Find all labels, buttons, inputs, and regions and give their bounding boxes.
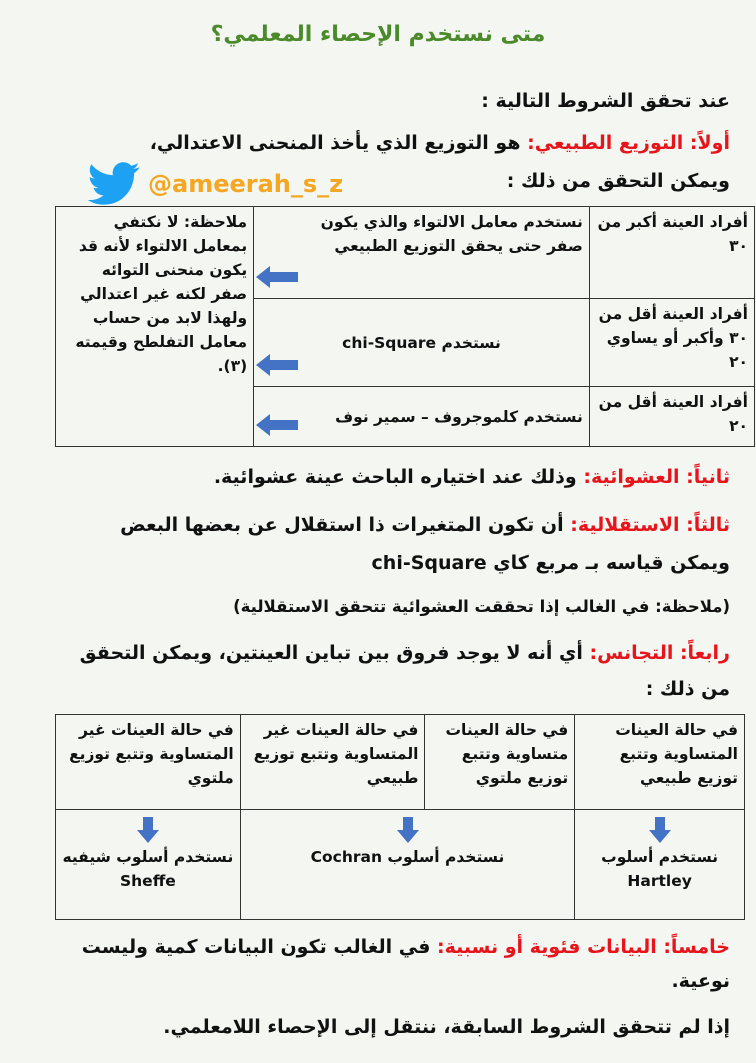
normality-table <box>55 206 755 447</box>
third-heading: ثالثاً: الاستقلالية: <box>570 514 730 536</box>
method-text: نستخدم معامل الالتواء والذي يكون صفر حتى يحقق التوزيع الطبيعي <box>320 213 583 255</box>
condition-cell: أفراد العينة أقل من ٢٠ <box>589 387 754 447</box>
arrow-down-icon <box>397 817 419 843</box>
arrow-left-icon <box>256 414 298 436</box>
first-condition <box>20 128 730 158</box>
twitter-handle: @ameerah_s_z <box>148 170 344 198</box>
fifth-text: في الغالب تكون البيانات كمية وليست <box>81 936 438 958</box>
arrow-left-icon <box>256 266 298 288</box>
fourth-heading: رابعاً: التجانس: <box>589 642 730 664</box>
method-cell <box>254 387 590 447</box>
condition-cell: أفراد العينة أكبر من ٣٠ <box>589 207 754 299</box>
method-text: نستخدم أسلوب Hartley <box>601 848 719 890</box>
method-cell <box>254 207 590 299</box>
second-text: وذلك عند اختياره الباحث عينة عشوائية. <box>213 466 584 488</box>
first-text-2: ويمكن التحقق من ذلك : <box>506 170 730 192</box>
method-cell <box>240 810 575 920</box>
method-cell <box>56 810 241 920</box>
fourth-text-2: من ذلك : <box>645 678 730 700</box>
case-cell: في حالة العينات غير المتساوية وتتبع توزيع طبيعي <box>240 715 425 810</box>
intro-text: عند تحقق الشروط التالية : <box>481 90 730 112</box>
fifth-heading: خامساً: البيانات فئوية أو نسبية: <box>437 936 730 958</box>
page-title: متى نستخدم الإحصاء المعلمي؟ <box>210 22 546 47</box>
third-note: (ملاحظة: في الغالب إذا تحققت العشوائية تتحقق الاستقلالية) <box>233 597 730 616</box>
arrow-down-icon <box>649 817 671 843</box>
case-cell: في حالة العينات المتساوية وتتبع توزيع طبيعي <box>575 715 745 810</box>
first-heading: أولاً: التوزيع الطبيعي: <box>527 132 730 154</box>
method-text: نستخدم كلموجروف – سمير نوف <box>335 407 583 426</box>
table-row <box>56 207 755 299</box>
twitter-watermark <box>86 162 343 206</box>
third-text-2: ويمكن قياسه بـ مربع كاي chi-Square <box>371 552 730 574</box>
third-text: أن تكون المتغيرات ذا استقلال عن بعضها البعض <box>120 514 571 536</box>
method-text: نستخدم chi-Square <box>342 333 501 352</box>
first-text: هو التوزيع الذي يأخذ المنحنى الاعتدالي، <box>149 132 528 154</box>
case-cell: في حالة العينات غير المتساوية وتتبع توزيع ملتوي <box>56 715 241 810</box>
fourth-text: أي أنه لا يوجد فروق بين تباين العينتين، ويمكن التحقق <box>79 642 590 664</box>
note-cell: ملاحظة: لا نكتفي بمعامل الالتواء لأنه قد يكون منحنى التوائه صفر لكنه غير اعتدالي ولهذا لابد من حساب معامل التفلطح وقيمته (٣). <box>56 207 254 447</box>
case-cell: في حالة العينات متساوية وتتبع توزيع ملتوي <box>425 715 575 810</box>
table-row <box>56 715 745 810</box>
third-condition <box>20 510 730 540</box>
twitter-bird-icon <box>86 162 142 206</box>
homogeneity-table <box>55 714 745 920</box>
table-row <box>56 810 745 920</box>
conclusion: إذا لم تتحقق الشروط السابقة، ننتقل إلى الإحصاء اللامعلمي. <box>163 1016 730 1038</box>
second-condition <box>20 462 730 492</box>
method-text: نستخدم أسلوب Cochran <box>310 848 505 866</box>
fifth-text-2: نوعية. <box>671 970 730 992</box>
arrow-left-icon <box>256 354 298 376</box>
method-text: نستخدم أسلوب شيفيه Sheffe <box>62 848 234 890</box>
arrow-down-icon <box>137 817 159 843</box>
fifth-condition <box>20 932 730 962</box>
fourth-condition <box>20 638 730 668</box>
method-cell <box>575 810 745 920</box>
method-cell <box>254 299 590 387</box>
second-heading: ثانياً: العشوائية: <box>583 466 730 488</box>
condition-cell: أفراد العينة أقل من ٣٠ وأكبر أو يساوي ٢٠ <box>589 299 754 387</box>
